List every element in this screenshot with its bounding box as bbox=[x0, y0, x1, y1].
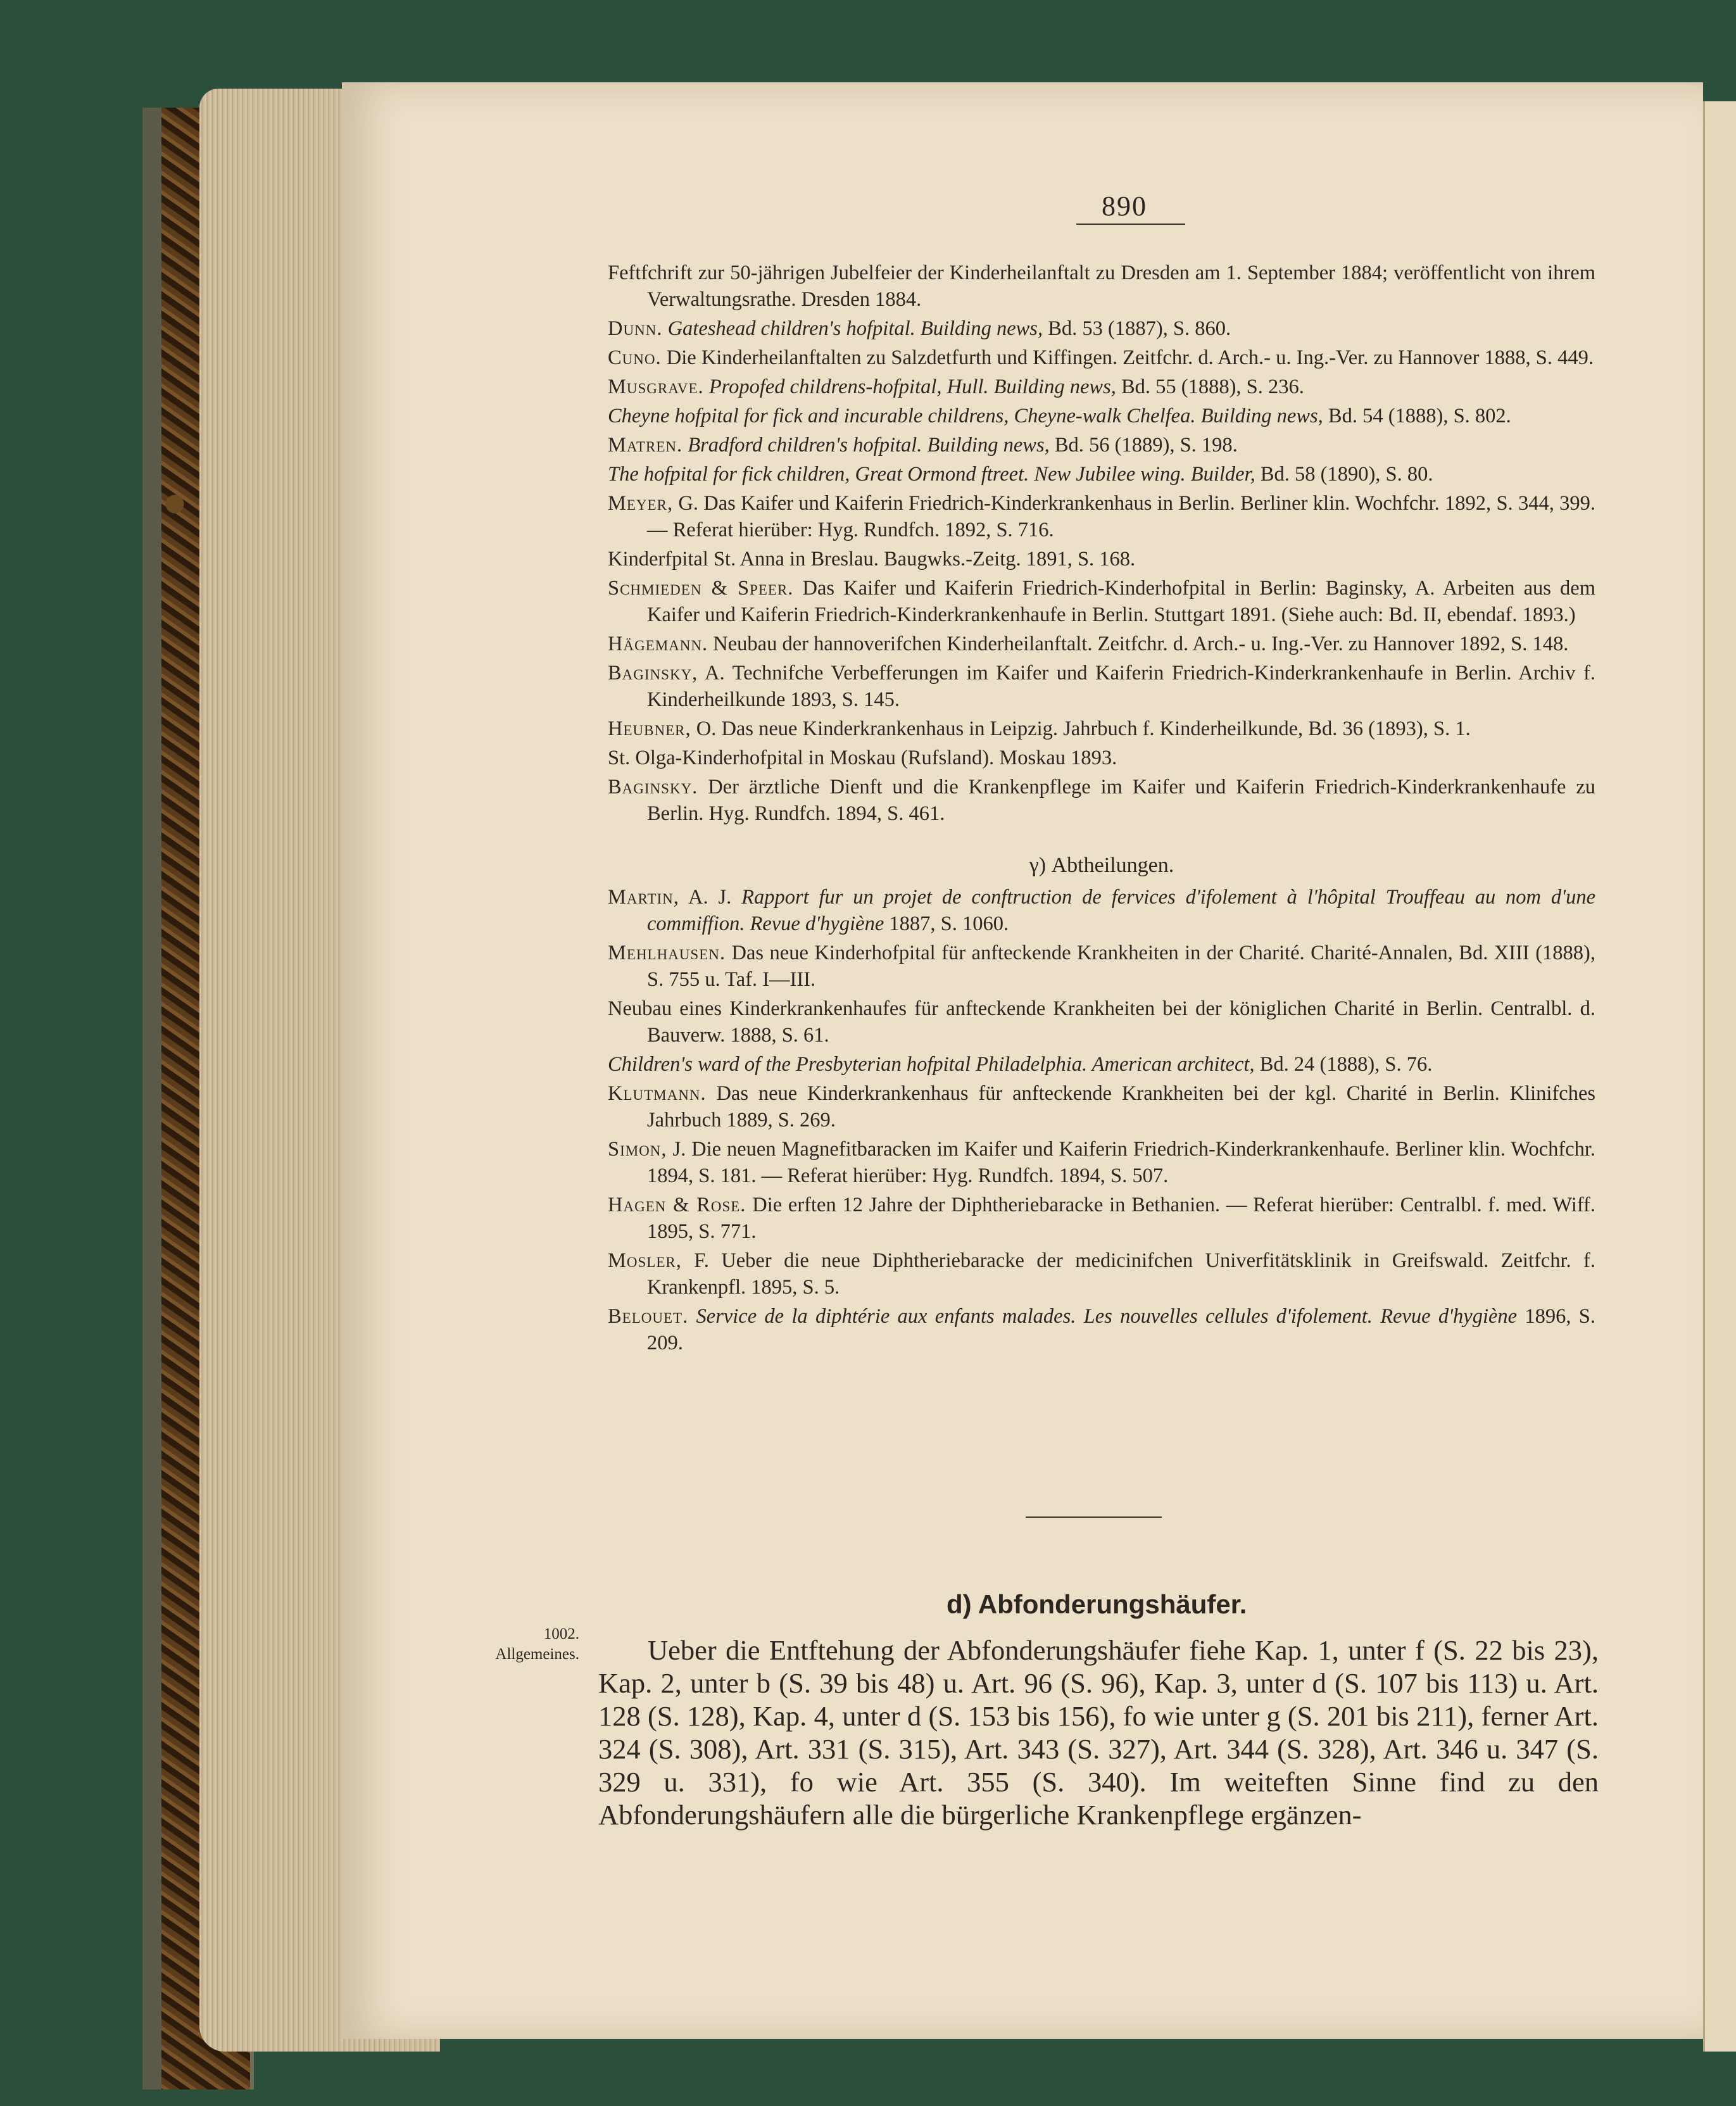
bibliography-entry bbox=[608, 546, 1595, 572]
entry-rest: Die erften 12 Jahre der Diphtheriebaracke in Bethanien. — Referat hierüber: Centralbl. f. med. Wiff. 1895, S. 771. bbox=[647, 1194, 1596, 1243]
entry-author: Baginsky, bbox=[608, 662, 698, 684]
bibliography-entry bbox=[608, 432, 1595, 458]
bibliography-entry bbox=[608, 1247, 1595, 1301]
entry-author: Belouet. bbox=[608, 1305, 689, 1328]
bibliography-entry bbox=[608, 1051, 1595, 1078]
bibliography-entry bbox=[608, 315, 1595, 342]
entry-title: Service de la diphtérie aux enfants malades. Les nouvelles cellules d'ifolement. Revue d'hygiène bbox=[696, 1305, 1518, 1328]
entry-author: Simon, bbox=[608, 1138, 667, 1161]
entry-rest: A. Technifche Verbefferungen im Kaifer und Kaiferin Friedrich-Kinderkrankenhaufe in Berlin. Archiv f. Kinderheilkunde 1893, S. 145. bbox=[647, 662, 1595, 711]
entry-rest: St. Olga-Kinderhofpital in Moskau (Rufsland). Moskau 1893. bbox=[608, 747, 1117, 769]
bibliography-entry bbox=[608, 260, 1595, 313]
bibliography-entry bbox=[608, 403, 1595, 429]
entry-rest: Bd. 56 (1889), S. 198. bbox=[1054, 434, 1238, 457]
entry-author: Heubner, bbox=[608, 717, 691, 740]
entry-author: Hägemann. bbox=[608, 633, 708, 655]
bibliography-entry bbox=[608, 716, 1595, 742]
entry-rest: Der ärztliche Dienft und die Krankenpflege im Kaifer und Kaiferin Friedrich-Kinderkrankenhaufe zu Berlin. Hyg. Rundfch. 1894, S. 461. bbox=[647, 776, 1595, 825]
entry-rest: J. Die neuen Magnefitbaracken im Kaifer und Kaiferin Friedrich-Kinderkrankenhaufe. Berliner klin. Wochfchr. 1894, S. 181. — Referat hierüber: Hyg. Rundfch. 1894, S. 507. bbox=[647, 1138, 1595, 1187]
entry-author: Mosler, bbox=[608, 1249, 682, 1272]
body-paragraph-text: Ueber die Entftehung der Abfonderungshäufer fiehe Kap. 1, unter f (S. 22 bis 23), Kap. 2, unter b (S. 39 bis 48) u. Art. 96 (S. 96), Kap. 3, unter d (S. 107 bis 113) u. Art. 128 (S. 128), Kap. 4, unter d (S. 153 bis 156), fo wie unter g (S. 201 bis 211), ferner Art. 324 (S. 308), Art. 331 (S. 315), Art. 343 (S. 327), Art. 344 (S. 328), Art. 346 u. 347 (S. 329 u. 331), fo wie Art. 355 (S. 340). Im weiteften Sinne find zu den Abfonderungshäufern alle die bürgerliche Krankenpflege ergänzen- bbox=[598, 1634, 1599, 1831]
entry-title: The hofpital for fick children, Great Ormond ftreet. New Jubilee wing. Builder, bbox=[608, 463, 1255, 486]
bibliography-entry bbox=[608, 374, 1595, 400]
entry-rest: 1896, S. 209. bbox=[647, 1305, 1595, 1354]
entry-rest: 1887, S. 1060. bbox=[889, 912, 1009, 935]
bibliography-entry bbox=[608, 575, 1595, 628]
entry-pre: A. J. bbox=[688, 886, 732, 909]
entry-rest: Bd. 24 (1888), S. 76. bbox=[1259, 1053, 1433, 1076]
entry-rest: Neubau eines Kinderkrankenhaufes für anfteckende Krankheiten bei der königlichen Charité in Berlin. Centralbl. d. Bauverw. 1888, S. 61. bbox=[608, 997, 1595, 1047]
entry-author: Schmieden & Speer. bbox=[608, 577, 794, 600]
entry-rest: Die Kinderheilanftalten zu Salzdetfurth und Kiffingen. Zeitfchr. d. Arch.- u. Ing.-Ver. zu Hannover 1888, S. 449. bbox=[666, 346, 1594, 369]
entry-author: Meyer, bbox=[608, 492, 674, 515]
entry-rest: Bd. 55 (1888), S. 236. bbox=[1121, 375, 1304, 398]
entry-author: Klutmann. bbox=[608, 1082, 707, 1105]
entry-author: Mehlhausen. bbox=[608, 942, 726, 964]
entry-title: Cheyne hofpital for fick and incurable childrens, Cheyne-walk Chelfea. Building news, bbox=[608, 405, 1323, 427]
book-spine bbox=[142, 108, 161, 2090]
entry-title: Bradford children's hofpital. Building news, bbox=[688, 434, 1050, 457]
entry-author: Matren. bbox=[608, 434, 683, 457]
bibliography-section-1 bbox=[608, 260, 1595, 827]
bibliography-entry bbox=[608, 344, 1595, 371]
entry-rest: O. Das neue Kinderkrankenhaus in Leipzig. Jahrbuch f. Kinderheilkunde, Bd. 36 (1893), S. 1. bbox=[696, 717, 1471, 740]
entry-title: Rapport fur un projet de conftruction de fervices d'ifolement à l'hôpital Trouffeau au nom d'une commiffion. Revue d'hygiène bbox=[647, 886, 1596, 935]
entry-rest: Bd. 58 (1890), S. 80. bbox=[1260, 463, 1433, 486]
section-heading: d) Abfonderungshäufer. bbox=[947, 1589, 1247, 1619]
entry-author: Dunn. bbox=[608, 317, 663, 340]
bibliography-entry bbox=[608, 660, 1595, 713]
bibliography-entry bbox=[608, 884, 1595, 937]
body-paragraph bbox=[598, 1634, 1599, 1831]
bibliography-entry bbox=[608, 1080, 1595, 1133]
entry-author: Baginsky. bbox=[608, 776, 698, 798]
entry-rest: Neubau der hannoverifchen Kinderheilanftalt. Zeitfchr. d. Arch.- u. Ing.-Ver. zu Hannover 1892, S. 148. bbox=[713, 633, 1569, 655]
bibliography-entry bbox=[608, 631, 1595, 657]
entry-author: Cuno. bbox=[608, 346, 662, 369]
bibliography-entry bbox=[608, 745, 1595, 771]
bibliography-entry bbox=[608, 1136, 1595, 1189]
entry-title: Children's ward of the Presbyterian hofpital Philadelphia. American architect, bbox=[608, 1053, 1255, 1076]
bibliography-entry bbox=[608, 774, 1595, 827]
bibliography-entry bbox=[608, 490, 1595, 543]
margin-note-number: 1002. bbox=[543, 1625, 579, 1643]
entry-rest: Kinderfpital St. Anna in Breslau. Baugwks.-Zeitg. 1891, S. 168. bbox=[608, 548, 1136, 571]
margin-note bbox=[465, 1624, 579, 1665]
entry-rest: Feftfchrift zur 50-jährigen Jubelfeier der Kinderheilanftalt zu Dresden am 1. September 1884; veröffentlicht von ihrem Verwaltungsrathe. Dresden 1884. bbox=[608, 262, 1595, 311]
entry-rest: F. Ueber die neue Diphtheriebaracke der medicinifchen Univerfitätsklinik in Greifswald. Zeitfchr. f. Krankenpfl. 1895, S. 5. bbox=[647, 1249, 1595, 1299]
entry-rest: Das neue Kinderhofpital für anfteckende Krankheiten in der Charité. Charité-Annalen, Bd. XIII (1888), S. 755 u. Taf. I—III. bbox=[647, 942, 1595, 991]
entry-rest: G. Das Kaifer und Kaiferin Friedrich-Kinderkrankenhaus in Berlin. Berliner klin. Wochfchr. 1892, S. 344, 399. — Referat hierüber: Hyg. Rundfch. 1892, S. 716. bbox=[647, 492, 1595, 541]
bibliography-entry bbox=[608, 940, 1595, 993]
entry-title: Propofed childrens-hofpital, Hull. Building news, bbox=[708, 375, 1116, 398]
entry-rest: Bd. 54 (1888), S. 802. bbox=[1328, 405, 1511, 427]
entry-author: Martin, bbox=[608, 886, 679, 909]
bibliography-list bbox=[608, 260, 1595, 1359]
entry-rest: Das neue Kinderkrankenhaus für anfteckende Krankheiten bei der kgl. Charité in Berlin. Klinifches Jahrbuch 1889, S. 269. bbox=[647, 1082, 1596, 1132]
subheading-abtheilungen: γ) Abtheilungen. bbox=[1029, 854, 1174, 877]
page-number: 890 bbox=[1076, 190, 1185, 225]
entry-author: Hagen & Rose. bbox=[608, 1194, 746, 1216]
bibliography-entry bbox=[608, 1192, 1595, 1245]
bibliography-section-2 bbox=[608, 884, 1595, 1356]
bibliography-entry bbox=[608, 1303, 1595, 1356]
bibliography-entry bbox=[608, 995, 1595, 1049]
margin-note-label: Allgemeines. bbox=[495, 1646, 579, 1663]
entry-title: Gateshead children's hofpital. Building news, bbox=[667, 317, 1043, 340]
bibliography-entry bbox=[608, 461, 1595, 488]
entry-rest: Das Kaifer und Kaiferin Friedrich-Kinderhofpital in Berlin: Baginsky, A. Arbeiten aus dem Kaifer und Kaiferin Friedrich-Kinderkrankenhaufe in Berlin. Stuttgart 1891. (Siehe auch: Bd. II, ebendaf. 1893.) bbox=[647, 577, 1595, 626]
section-separator bbox=[1026, 1516, 1162, 1518]
facing-page-edge bbox=[1703, 101, 1736, 2052]
entry-author: Musgrave. bbox=[608, 375, 704, 398]
entry-rest: Bd. 53 (1887), S. 860. bbox=[1048, 317, 1231, 340]
